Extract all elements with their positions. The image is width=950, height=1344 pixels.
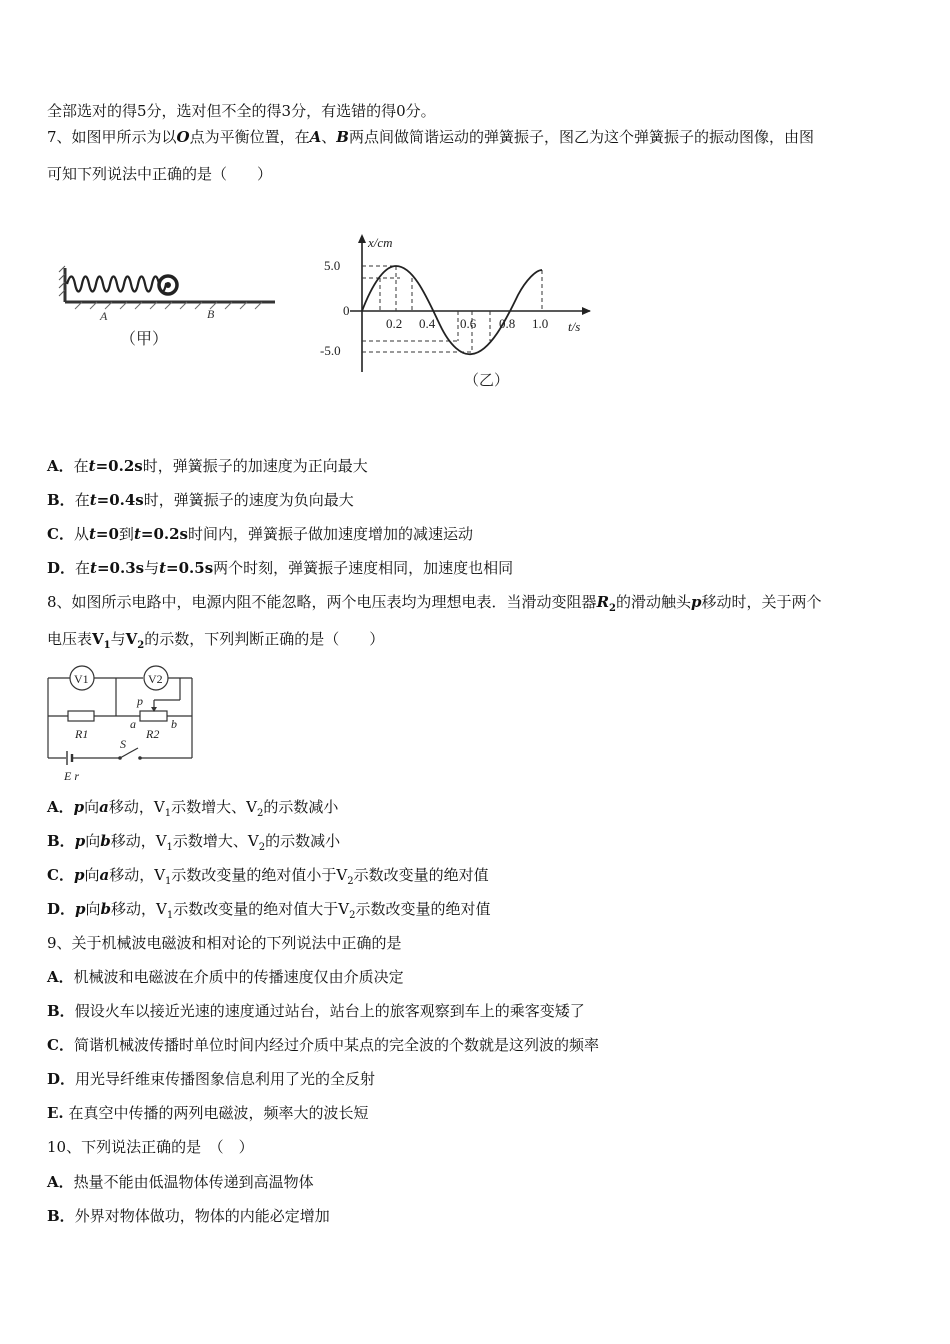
slider-p-label: p (137, 694, 143, 708)
meter-v2-label: V2 (148, 672, 163, 686)
q8-option-d[interactable]: D．p向b移动，$V_1$示数改变量的绝对值大于$V_2$示数改变量的绝对值 (47, 900, 491, 921)
y-tick-positive: 5.0 (324, 258, 341, 273)
scoring-note: 全部选对的得5分，选对但不全的得3分，有选错的得0分。 (47, 102, 436, 120)
q8-stem-line1: 8、如图所示电路中，电源内阻不能忽略，两个电压表均为理想电表．当滑动变阻器$R_2$的滑动触头p移动时，关于两个 (47, 593, 822, 614)
figure-jia-spring-oscillator (55, 262, 285, 357)
q9-stem: 9、关于机械波电磁波和相对论的下列说法中正确的是 (47, 934, 402, 952)
terminal-a-label: a (130, 717, 136, 731)
figure-yi-vibration-graph (310, 230, 600, 395)
q9-option-e[interactable]: E. 在真空中传播的两列电磁波，频率大的波长短 (47, 1104, 369, 1122)
terminal-b-label: b (171, 717, 177, 731)
x-tick-1.0: 1.0 (532, 316, 549, 331)
q7-option-b[interactable]: B．在t=0.4s时，弹簧振子的速度为负向最大 (47, 491, 354, 509)
x-tick-0.4: 0.4 (419, 316, 436, 331)
point-a-label: A (100, 309, 108, 323)
meter-v1-label: V1 (74, 672, 89, 686)
q9-option-d[interactable]: D．用光导纤维束传播图象信息利用了光的全反射 (47, 1070, 376, 1088)
x-axis-label: t/s (568, 319, 581, 334)
source-er-label: E r (64, 769, 79, 783)
q7-option-a[interactable]: A．在t=0.2s时，弹簧振子的加速度为正向最大 (47, 457, 368, 475)
q8-option-a[interactable]: A．p向a移动，$V_1$示数增大、$V_2$的示数减小 (47, 798, 339, 819)
q9-option-b[interactable]: B．假设火车以接近光速的速度通过站台，站台上的旅客观察到车上的乘客变矮了 (47, 1002, 585, 1020)
q7-stem-line2: 可知下列说法中正确的是（ ） (47, 165, 273, 183)
q8-option-b[interactable]: B．p向b移动，$V_1$示数增大、$V_2$的示数减小 (47, 832, 341, 853)
x-tick-0.8: 0.8 (499, 316, 516, 331)
q10-option-a[interactable]: A．热量不能由低温物体传递到高温物体 (47, 1173, 314, 1191)
q7-option-c[interactable]: C．从t=0到t=0.2s时间内，弹簧振子做加速度增加的减速运动 (47, 525, 473, 543)
point-b-label: B (207, 307, 215, 321)
y-tick-negative: -5.0 (320, 343, 341, 358)
q9-option-a[interactable]: A．机械波和电磁波在介质中的传播速度仅由介质决定 (47, 968, 404, 986)
circuit-diagram (40, 660, 205, 785)
q8-stem-line2: 电压表$V_1$与$V_2$的示数，下列判断正确的是（ ） (47, 630, 385, 651)
q8-option-c[interactable]: C．p向a移动，$V_1$示数改变量的绝对值小于$V_2$示数改变量的绝对值 (47, 866, 489, 887)
figure-yi-label: （乙） (464, 373, 510, 389)
x-tick-0.6: 0.6 (460, 316, 477, 331)
x-tick-0.2: 0.2 (386, 316, 403, 331)
q9-option-c[interactable]: C．简谐机械波传播时单位时间内经过介质中某点的完全波的个数就是这列波的频率 (47, 1036, 599, 1054)
resistor-r1-label: R1 (75, 727, 89, 741)
resistor-r2-label: R2 (146, 727, 160, 741)
origin-label: 0 (343, 303, 350, 318)
figure-jia-label: （甲） (120, 331, 169, 348)
q7-stem-line1: 7、如图甲所示为以O点为平衡位置，在A、B两点间做简谐运动的弹簧振子，图乙为这个弹簧振子的振动图像，由图 (47, 128, 814, 146)
q10-option-b[interactable]: B．外界对物体做功，物体的内能必定增加 (47, 1207, 330, 1225)
y-axis-label: x/cm (368, 235, 393, 250)
q10-stem: 10、下列说法正确的是 （ ） (47, 1138, 254, 1156)
switch-s-label: S (120, 737, 126, 751)
q7-option-d[interactable]: D．在t=0.3s与t=0.5s两个时刻，弹簧振子速度相同，加速度也相同 (47, 559, 514, 577)
